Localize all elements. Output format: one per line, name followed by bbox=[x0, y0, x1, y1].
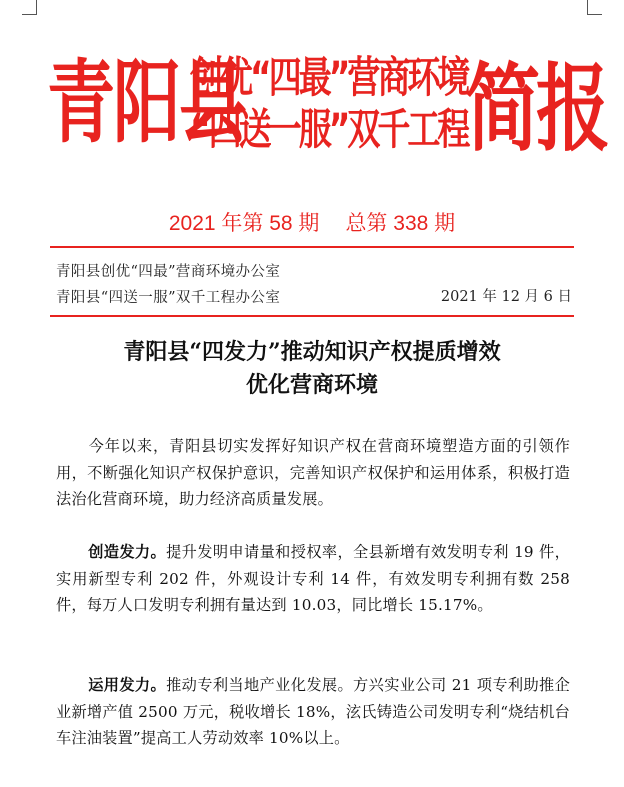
paragraph-intro bbox=[56, 433, 570, 513]
paragraph-creation-lead: 创造发力。 bbox=[88, 543, 167, 561]
paragraph-creation-text: 提升发明申请量和授权率，全县新增有效发明专利 19 件，实用新型专利 202 件，外观设计专利 14 件，有效发明专利拥有数 258 件，每万人口发明专利拥有量达到 10.03，同比增长 15.17%。 bbox=[56, 543, 570, 614]
masthead-county: 青阳县 bbox=[47, 51, 246, 157]
header-divider-bottom bbox=[50, 315, 574, 317]
masthead-brief: 简报 bbox=[466, 54, 606, 165]
article-title-line-2: 优化营商环境 bbox=[245, 372, 378, 398]
header-divider-top bbox=[50, 246, 574, 248]
paragraph-application-lead: 运用发力。 bbox=[88, 676, 167, 694]
issuing-office-1: 青阳县创优“四最”营商环境办公室 bbox=[56, 264, 281, 280]
masthead-line-2: “四送一服”双千工程 bbox=[190, 103, 468, 155]
paragraph-application-text: 推动专利当地产业化发展。方兴实业公司 21 项专利助推企业新增产值 2500 万元，税收增长 18%，泫氏铸造公司发明专利“烧结机台车注油装置”提高工人劳动效率 10%以上。 bbox=[56, 676, 570, 747]
issue-total-number: 总第 338 期 bbox=[345, 212, 456, 235]
issue-date: 2021 年 12 月 6 日 bbox=[440, 289, 572, 305]
issue-year-number: 2021 年第 58 期 bbox=[168, 212, 320, 235]
article-title-line-1: 青阳县“四发力”推动知识产权提质增效 bbox=[123, 339, 501, 365]
masthead-line-1: 创优“四最”营商环境 bbox=[190, 51, 468, 103]
masthead bbox=[0, 0, 624, 200]
paragraph-intro-text: 今年以来，青阳县切实发挥好知识产权在营商环境塑造方面的引领作用，不断强化知识产权保护意识，完善知识产权保护和运用体系，积极打造法治化营商环境，助力经济高质量发展。 bbox=[56, 437, 570, 508]
issuing-office-2: 青阳县“四送一服”双千工程办公室 bbox=[56, 290, 281, 306]
issue-number bbox=[0, 207, 624, 237]
paragraph-creation bbox=[56, 539, 570, 619]
paragraph-application bbox=[56, 672, 570, 752]
